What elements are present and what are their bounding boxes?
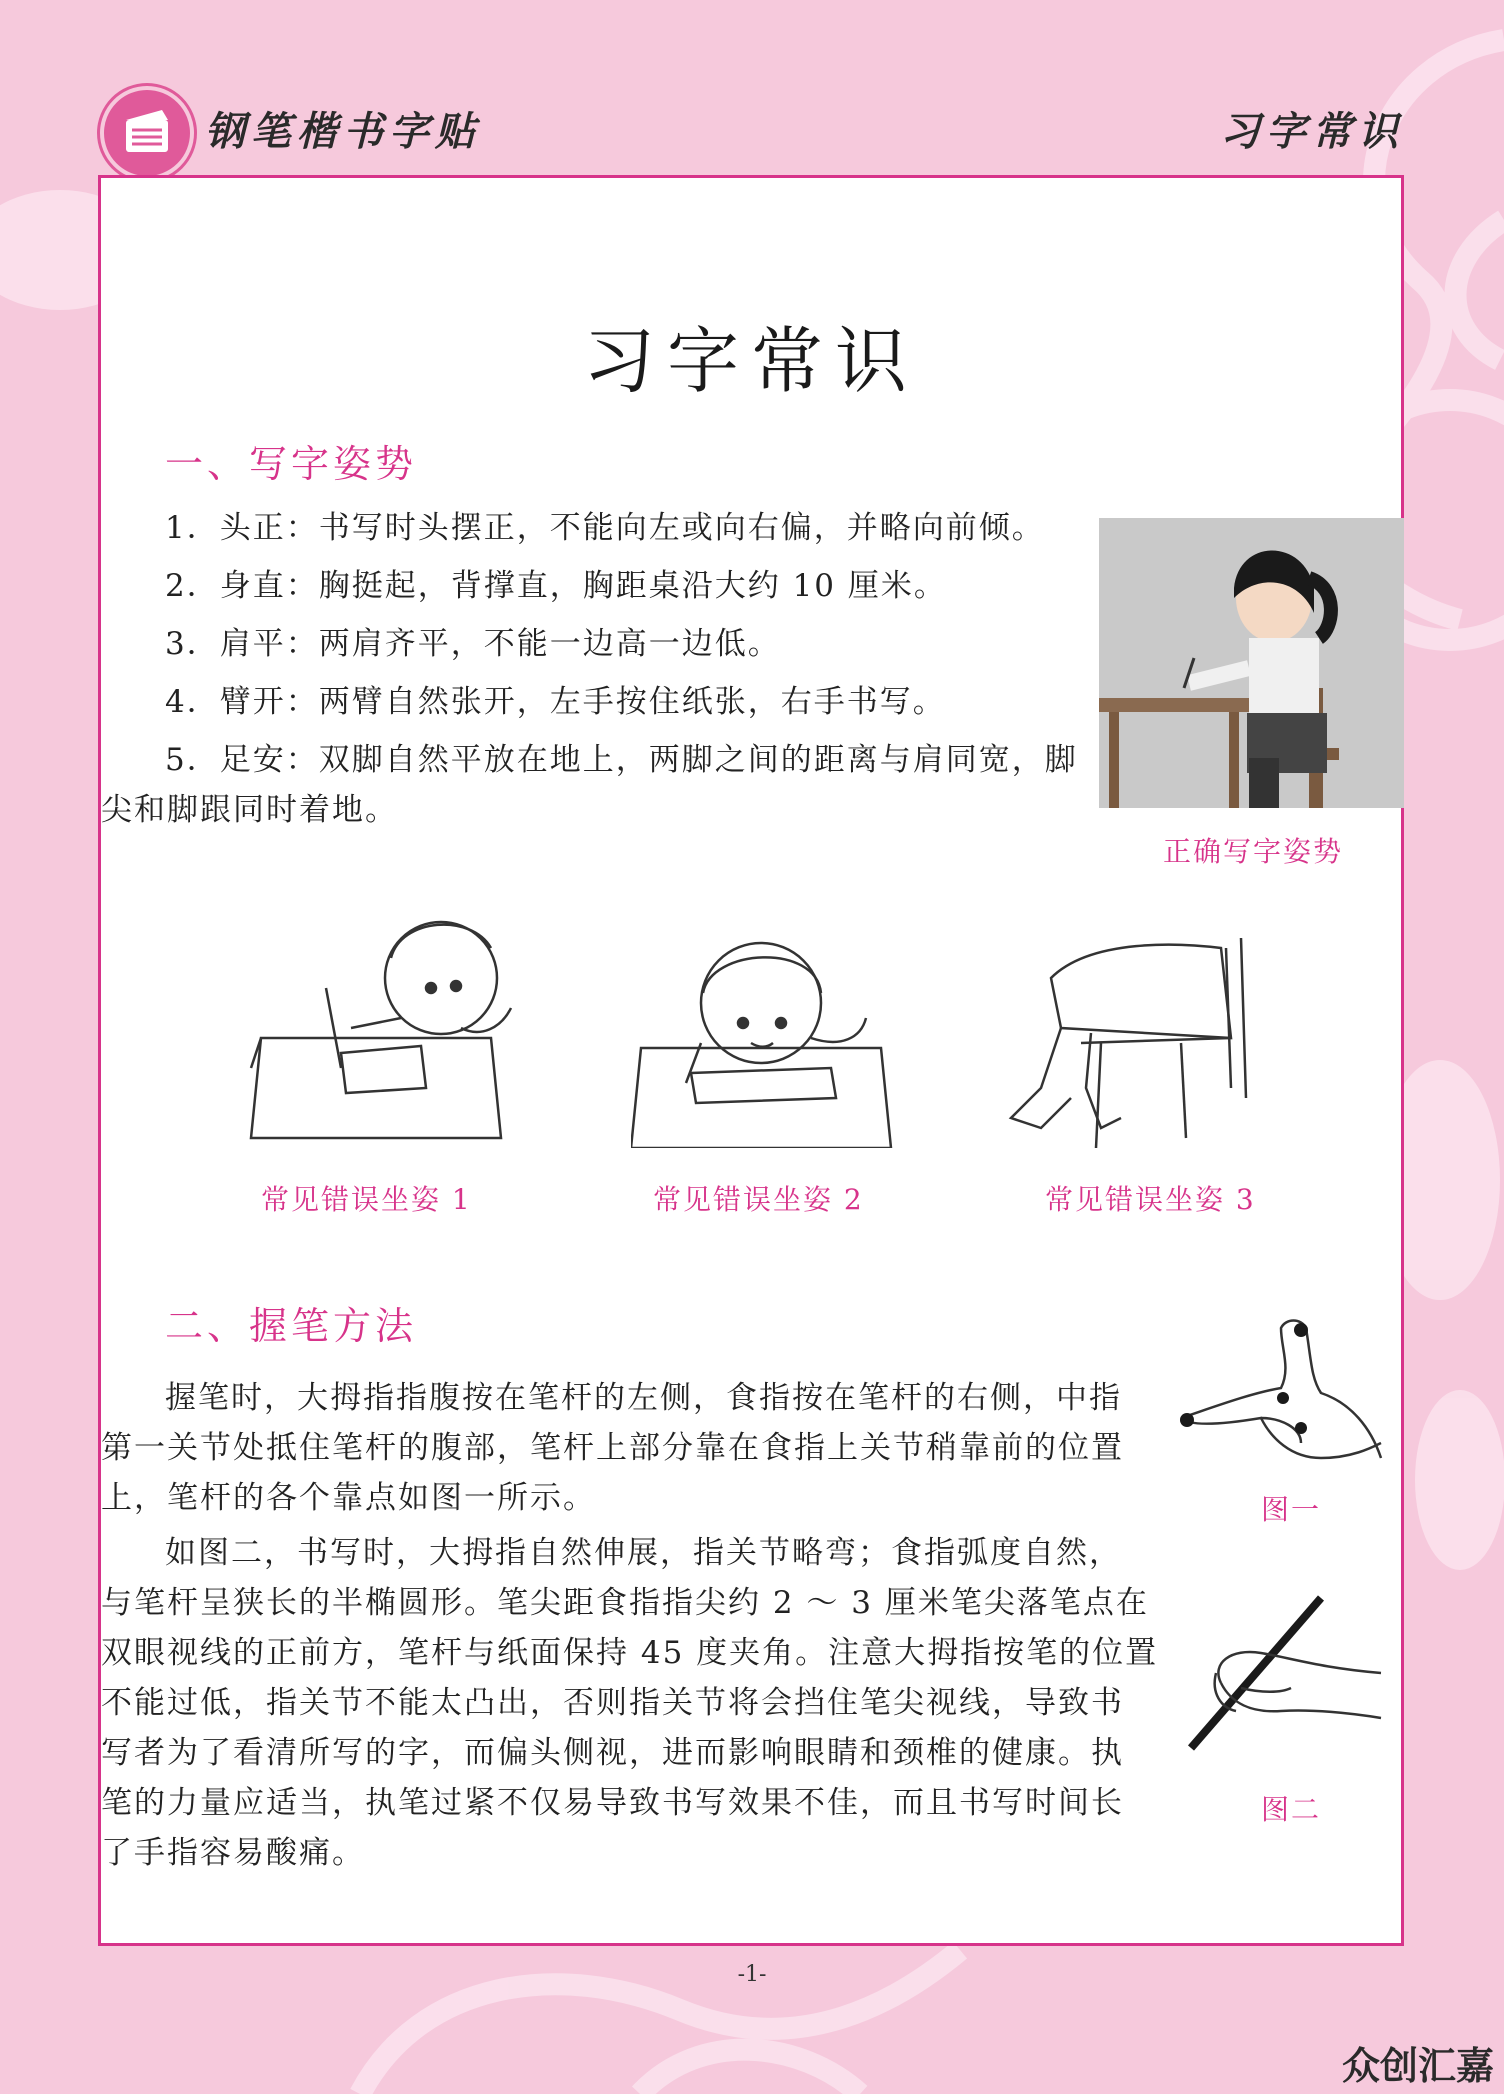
grip-p1-line-3: 上，笔杆的各个靠点如图一所示。 — [101, 1480, 596, 1516]
grip-paragraph-2 — [101, 1528, 1201, 1878]
brand-title: 钢笔楷书字贴 — [205, 108, 481, 155]
grip-p2-line-5: 写者为了看清所写的字，而偏头侧视，进而影响眼睛和颈椎的健康。执 — [101, 1735, 1124, 1771]
page-title: 习字常识 — [582, 319, 919, 403]
figure-1-caption: 图一 — [1261, 1493, 1322, 1526]
correct-posture-illustration — [1099, 518, 1404, 808]
posture-item-4: 4．臂开：两臂自然张开，左手按住纸张，右手书写。 — [165, 684, 946, 720]
posture-list — [101, 503, 1165, 835]
figure-2-caption: 图二 — [1261, 1793, 1322, 1826]
figure-1-hand-illustration — [1171, 1318, 1391, 1468]
grip-p2-line-3: 双眼视线的正前方，笔杆与纸面保持 45 度夹角。注意大拇指按笔的位置 — [101, 1635, 1159, 1671]
book-logo-icon — [100, 86, 194, 180]
wrong-posture-3-caption: 常见错误坐姿 3 — [1045, 1183, 1256, 1216]
section-heading-grip: 二、握笔方法 — [165, 1304, 418, 1348]
page-header — [0, 0, 1504, 175]
correct-posture-caption: 正确写字姿势 — [1163, 835, 1344, 868]
posture-item-5-cont: 尖和脚跟同时着地。 — [101, 792, 398, 828]
grip-p2-line-4: 不能过低，指关节不能太凸出，否则指关节将会挡住笔尖视线，导致书 — [101, 1685, 1124, 1721]
wrong-posture-3-illustration — [1001, 938, 1261, 1148]
grip-p1-line-2: 第一关节处抵住笔杆的腹部，笔杆上部分靠在食指上关节稍靠前的位置 — [101, 1430, 1124, 1466]
wrong-posture-2-caption: 常见错误坐姿 2 — [653, 1183, 864, 1216]
figure-2-hand-illustration — [1181, 1593, 1391, 1753]
grip-paragraph-1 — [101, 1373, 1201, 1523]
grip-p1-line-1: 握笔时，大拇指指腹按在笔杆的左侧，食指按在笔杆的右侧，中指 — [165, 1380, 1122, 1416]
section-heading-posture: 一、写字姿势 — [165, 442, 418, 486]
header-section-title: 习字常识 — [1220, 108, 1404, 155]
posture-item-1: 1．头正：书写时头摆正，不能向左或向右偏，并略向前倾。 — [165, 510, 1045, 546]
posture-item-5: 5．足安：双脚自然平放在地上，两脚之间的距离与肩同宽，脚 — [165, 742, 1078, 778]
posture-item-3: 3．肩平：两肩齐平，不能一边高一边低。 — [165, 626, 781, 662]
wrong-posture-2-illustration — [631, 938, 901, 1148]
content-panel — [98, 175, 1404, 1946]
posture-item-2: 2．身直：胸挺起，背撑直，胸距桌沿大约 10 厘米。 — [165, 568, 947, 604]
wrong-posture-1-illustration — [241, 918, 521, 1148]
grip-p2-line-2: 与笔杆呈狭长的半椭圆形。笔尖距食指指尖约 2 ～ 3 厘米笔尖落笔点在 — [101, 1585, 1149, 1621]
grip-p2-line-6: 笔的力量应适当，执笔过紧不仅易导致书写效果不佳，而且书写时间长 — [101, 1785, 1124, 1821]
watermark-text: 众创汇嘉 — [1341, 2044, 1494, 2088]
wrong-posture-1-caption: 常见错误坐姿 1 — [261, 1183, 472, 1216]
grip-p2-line-1: 如图二，书写时，大拇指自然伸展，指关节略弯；食指弧度自然， — [165, 1535, 1122, 1571]
page-number: -1- — [737, 1962, 767, 1987]
grip-p2-line-7: 了手指容易酸痛。 — [101, 1835, 365, 1871]
